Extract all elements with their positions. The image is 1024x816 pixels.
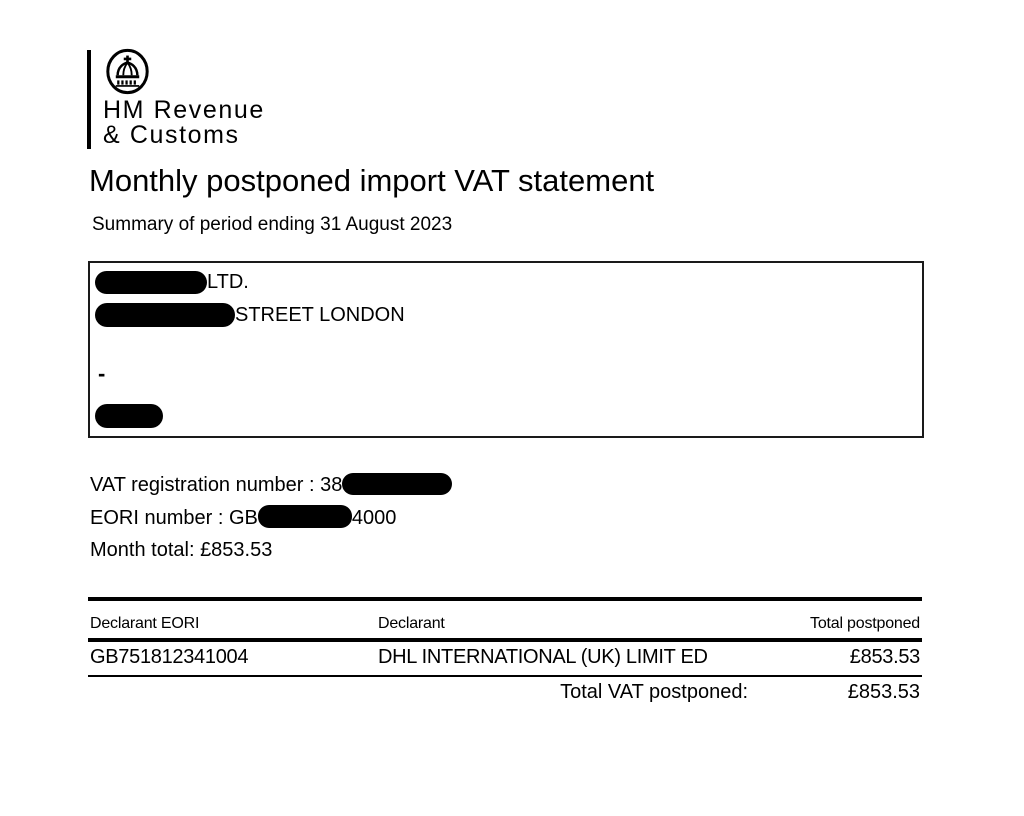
recipient-address-suffix: STREET LONDON <box>235 303 405 326</box>
recipient-address-box <box>88 261 924 438</box>
registration-details <box>90 469 452 567</box>
month-total-value: £853.53 <box>200 539 273 561</box>
month-total-label: Month total: <box>90 539 201 561</box>
table-row <box>88 642 922 677</box>
total-vat-postponed-label: Total VAT postponed: <box>560 681 748 703</box>
header-total-postponed: Total postponed <box>810 615 920 632</box>
vat-registration-visible-value: 38 <box>320 474 343 496</box>
period-subtitle: Summary of period ending 31 August 2023 <box>92 214 453 235</box>
header-declarant-eori: Declarant EORI <box>90 615 200 632</box>
recipient-name-suffix: LTD. <box>207 271 249 293</box>
address-separator: - <box>98 361 106 386</box>
vat-registration-line <box>90 469 452 502</box>
redaction-pill <box>95 303 235 327</box>
org-name <box>103 98 265 148</box>
logo-vertical-bar <box>87 50 91 149</box>
header-declarant: Declarant <box>378 615 445 632</box>
recipient-address-line <box>95 303 405 327</box>
eori-line <box>90 502 452 535</box>
table-total-row <box>88 677 922 704</box>
eori-visible-prefix: GB <box>228 506 258 529</box>
org-name-line1: HM Revenue <box>103 96 265 124</box>
vat-registration-label: VAT registration number : <box>90 474 321 496</box>
eori-label: EORI number : <box>90 506 229 529</box>
redaction-pill <box>95 271 207 294</box>
month-total-line <box>90 534 452 567</box>
total-vat-postponed-value: £853.53 <box>847 681 920 703</box>
cell-declarant: DHL INTERNATIONAL (UK) LIMIT ED <box>378 646 708 668</box>
recipient-name-line <box>95 271 249 294</box>
redaction-pill <box>342 473 452 495</box>
cell-total-postponed: £853.53 <box>849 646 920 668</box>
org-name-line2: & Customs <box>103 121 240 149</box>
page-title: Monthly postponed import VAT statement <box>89 163 655 198</box>
recipient-postcode-line <box>95 404 163 428</box>
redaction-pill <box>258 505 352 528</box>
redaction-pill <box>95 404 163 428</box>
postponed-vat-table <box>88 597 922 704</box>
crown-icon <box>105 48 150 95</box>
cell-declarant-eori: GB751812341004 <box>90 646 249 668</box>
eori-visible-suffix: 4000 <box>351 506 397 529</box>
table-header-row <box>88 601 922 642</box>
